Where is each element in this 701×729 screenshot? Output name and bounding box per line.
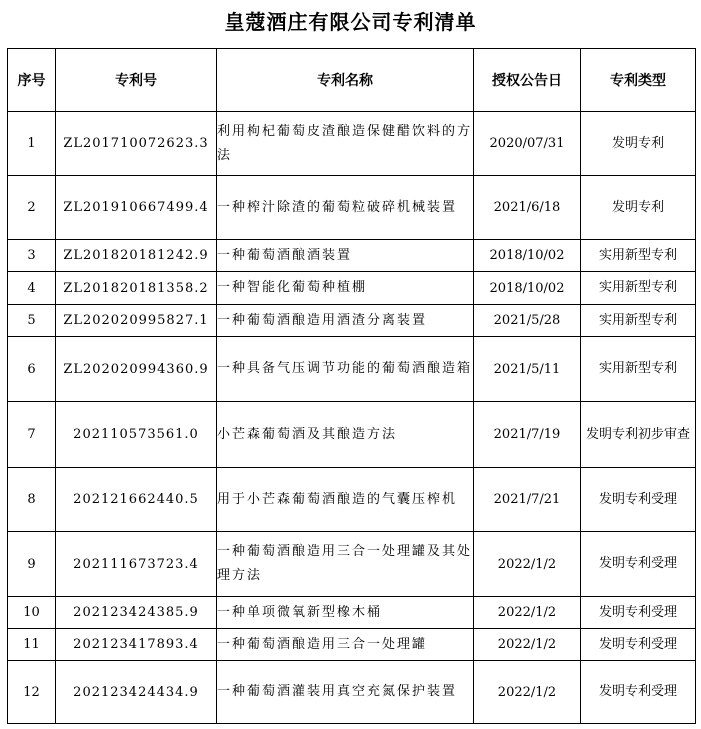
patent-table xyxy=(7,48,696,724)
cell-patent-name: 一种智能化葡萄种植棚 xyxy=(217,272,474,305)
table-row xyxy=(8,305,696,337)
header-patent-name: 专利名称 xyxy=(217,49,474,112)
cell-no: 6 xyxy=(8,337,56,402)
cell-patent-type: 实用新型专利 xyxy=(581,272,696,305)
cell-patent-type: 发明专利受理 xyxy=(581,468,696,532)
cell-grant-date: 2021/5/28 xyxy=(474,305,581,337)
table-row xyxy=(8,468,696,532)
cell-grant-date: 2018/10/02 xyxy=(474,240,581,272)
cell-grant-date: 2022/1/2 xyxy=(474,661,581,724)
cell-grant-date: 2020/07/31 xyxy=(474,112,581,176)
cell-patent-number: ZL201820181242.9 xyxy=(56,240,217,272)
cell-patent-type: 发明专利受理 xyxy=(581,629,696,661)
cell-patent-name: 一种葡萄酒酿造用三合一处理罐及其处理方法 xyxy=(217,532,474,597)
header-no: 序号 xyxy=(8,49,56,112)
cell-grant-date: 2021/5/11 xyxy=(474,337,581,402)
cell-patent-name: 一种榨汁除渣的葡萄粒破碎机械装置 xyxy=(217,176,474,240)
cell-patent-number: ZL201710072623.3 xyxy=(56,112,217,176)
cell-patent-number: 202121662440.5 xyxy=(56,468,217,532)
table-header-row xyxy=(8,49,696,112)
cell-patent-name: 一种单项微氧新型橡木桶 xyxy=(217,597,474,629)
cell-patent-number: 202111673723.4 xyxy=(56,532,217,597)
cell-grant-date: 2021/6/18 xyxy=(474,176,581,240)
cell-patent-number: 202123424385.9 xyxy=(56,597,217,629)
cell-no: 12 xyxy=(8,661,56,724)
cell-no: 11 xyxy=(8,629,56,661)
cell-grant-date: 2018/10/02 xyxy=(474,272,581,305)
cell-no: 1 xyxy=(8,112,56,176)
table-row xyxy=(8,661,696,724)
cell-patent-name: 利用枸杞葡萄皮渣酿造保健醋饮料的方法 xyxy=(217,112,474,176)
header-patent-type: 专利类型 xyxy=(581,49,696,112)
cell-patent-name: 一种葡萄酒酿造用三合一处理罐 xyxy=(217,629,474,661)
cell-patent-type: 实用新型专利 xyxy=(581,305,696,337)
table-row xyxy=(8,337,696,402)
table-row xyxy=(8,532,696,597)
table-row xyxy=(8,240,696,272)
cell-grant-date: 2022/1/2 xyxy=(474,629,581,661)
cell-patent-number: 202110573561.0 xyxy=(56,402,217,468)
cell-grant-date: 2021/7/21 xyxy=(474,468,581,532)
cell-grant-date: 2022/1/2 xyxy=(474,597,581,629)
document-title: 皇蔻酒庄有限公司专利清单 xyxy=(224,10,477,34)
cell-patent-number: 202123417893.4 xyxy=(56,629,217,661)
table-row xyxy=(8,176,696,240)
cell-patent-name: 一种具备气压调节功能的葡萄酒酿造箱 xyxy=(217,337,474,402)
cell-no: 3 xyxy=(8,240,56,272)
cell-patent-name: 一种葡萄酒酿酒装置 xyxy=(217,240,474,272)
cell-patent-type: 发明专利 xyxy=(581,176,696,240)
cell-no: 5 xyxy=(8,305,56,337)
header-grant-date: 授权公告日 xyxy=(474,49,581,112)
cell-patent-name: 一种葡萄酒灌装用真空充氮保护装置 xyxy=(217,661,474,724)
cell-patent-name: 小芒森葡萄酒及其酿造方法 xyxy=(217,402,474,468)
cell-patent-type: 实用新型专利 xyxy=(581,240,696,272)
cell-no: 4 xyxy=(8,272,56,305)
table-row xyxy=(8,402,696,468)
cell-no: 7 xyxy=(8,402,56,468)
cell-grant-date: 2021/7/19 xyxy=(474,402,581,468)
cell-patent-number: ZL201910667499.4 xyxy=(56,176,217,240)
cell-patent-name: 用于小芒森葡萄酒酿造的气囊压榨机 xyxy=(217,468,474,532)
cell-no: 8 xyxy=(8,468,56,532)
cell-patent-type: 实用新型专利 xyxy=(581,337,696,402)
table-row xyxy=(8,597,696,629)
table-row xyxy=(8,112,696,176)
cell-no: 9 xyxy=(8,532,56,597)
cell-patent-name: 一种葡萄酒酿造用酒渣分离装置 xyxy=(217,305,474,337)
cell-grant-date: 2022/1/2 xyxy=(474,532,581,597)
table-row xyxy=(8,629,696,661)
cell-patent-number: ZL202020994360.9 xyxy=(56,337,217,402)
header-patent-number: 专利号 xyxy=(56,49,217,112)
cell-patent-type: 发明专利受理 xyxy=(581,661,696,724)
cell-patent-number: ZL201820181358.2 xyxy=(56,272,217,305)
table-row xyxy=(8,272,696,305)
cell-patent-type: 发明专利 xyxy=(581,112,696,176)
cell-patent-type: 发明专利受理 xyxy=(581,532,696,597)
cell-patent-number: 202123424434.9 xyxy=(56,661,217,724)
cell-patent-type: 发明专利受理 xyxy=(581,597,696,629)
cell-patent-number: ZL202020995827.1 xyxy=(56,305,217,337)
cell-no: 10 xyxy=(8,597,56,629)
cell-patent-type: 发明专利初步审查 xyxy=(581,402,696,468)
cell-no: 2 xyxy=(8,176,56,240)
